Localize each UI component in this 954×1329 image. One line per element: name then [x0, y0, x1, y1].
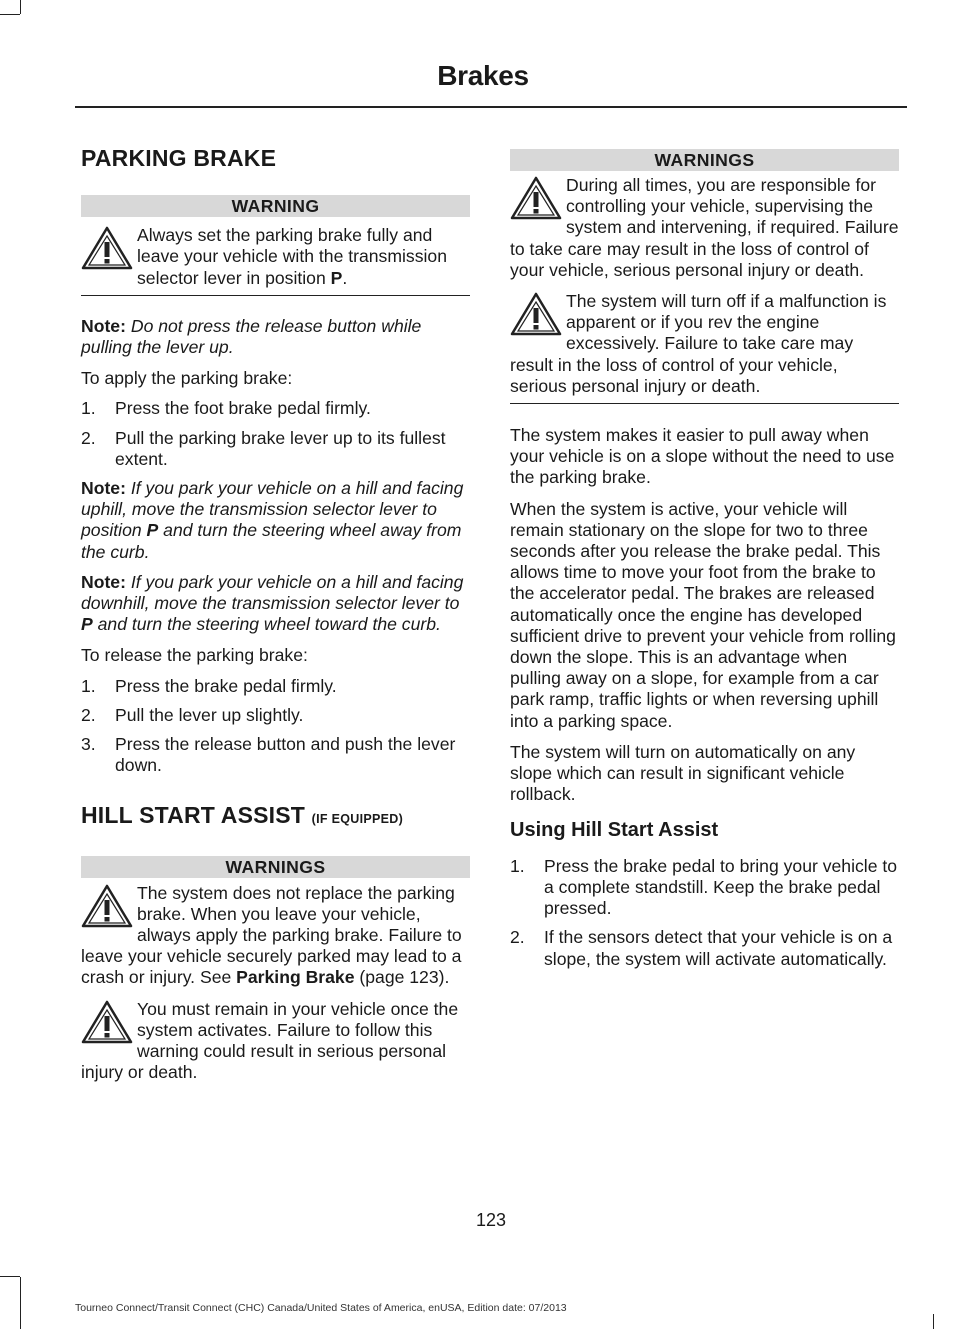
warning-item: [81, 999, 470, 1084]
list-item: 2. If the sensors detect that your vehicle is on a slope, the system will activate automatically.: [510, 927, 893, 969]
warning-triangle-icon: [81, 884, 133, 928]
warning-end-rule: [81, 295, 470, 296]
crop-mark: [0, 1276, 20, 1277]
right-column: [510, 140, 899, 970]
warning-text: The system does not replace the parking brake. When you leave your vehicle, always apply the parking brake. Failure to leave your vehicle securely parked may lead to a crash or injury. See Parking Brake (page 123).: [81, 882, 462, 988]
warning-bar: WARNING: [81, 195, 470, 217]
page-title: Brakes: [437, 60, 529, 91]
warning-bar: WARNINGS: [510, 149, 899, 171]
note: Note: If you park your vehicle on a hill and facing downhill, move the transmission selector lever to P and turn the steering wheel toward the curb.: [81, 571, 464, 635]
paragraph: The system will turn on automatically on any slope which can result in significant vehicle rollback.: [510, 741, 856, 805]
crop-mark: [20, 1277, 21, 1329]
warning-item: [81, 883, 470, 989]
crop-mark: [20, 0, 21, 14]
if-equipped-label: (IF EQUIPPED): [311, 812, 404, 827]
using-steps: [510, 856, 899, 970]
list-item: 2. Pull the lever up slightly.: [81, 704, 304, 725]
list-item: 1. Press the brake pedal to bring your vehicle to a complete standstill. Keep the brake pedal pressed.: [510, 855, 898, 919]
warning-triangle-icon: [510, 176, 562, 220]
paragraph: The system makes it easier to pull away when your vehicle is on a slope without the need to use the parking brake.: [510, 425, 895, 488]
warning-triangle-icon: [81, 226, 133, 270]
apply-intro: To apply the parking brake:: [81, 368, 293, 389]
header-divider: [75, 106, 907, 108]
warning-text: During all times, you are responsible for controlling your vehicle, supervising the system and intervening, if required. Failure to take care may result in the loss of control of your vehicle, serious personal injury or death.: [510, 175, 899, 280]
warning-triangle-icon: [81, 1000, 133, 1044]
warning-text: You must remain in your vehicle once the system activates. Failure to follow this warning could result in serious personal injury or death.: [81, 998, 459, 1083]
subsection-title-using-hill-start-assist: Using Hill Start Assist: [510, 819, 719, 842]
warning-text: The system will turn off if a malfunction is apparent or if you rev the engine excessively. Failure to take care may result in the loss of control of your vehicle, serious personal injury or death.: [510, 291, 887, 396]
warning-item: [510, 291, 899, 397]
paragraph: When the system is active, your vehicle will remain stationary on the slope for two to three seconds after you release the brake pedal. This allows time to move your foot from the brake to the accelerator pedal. The brakes are released automatically once the engine has developed sufficient drive to prevent your vehicle from rolling down the slope. This is an advantage when pulling away on a slope, for example from a car park ramp, traffic lights or when reversing uphill into a parking space.: [510, 498, 896, 731]
warning-item: [81, 225, 470, 289]
section-title-hill-start-assist: HILL START ASSIST (IF EQUIPPED): [81, 802, 404, 829]
warning-item: [510, 175, 899, 281]
warning-end-rule: [510, 403, 899, 404]
page-number: 123: [475, 1210, 507, 1230]
section-title-parking-brake: PARKING BRAKE: [81, 145, 277, 171]
parking-brake-link[interactable]: Parking Brake: [236, 967, 355, 988]
note: Note: Do not press the release button while pulling the lever up.: [81, 315, 422, 358]
warning-bar: WARNINGS: [81, 856, 470, 878]
crop-mark: [933, 1314, 934, 1329]
warning-text: Always set the parking brake fully and leave your vehicle with the transmission selector lever in position P.: [137, 225, 447, 288]
list-item: 1. Press the brake pedal firmly.: [81, 675, 337, 696]
list-item: 1. Press the foot brake pedal firmly.: [81, 398, 371, 419]
crop-mark: [0, 14, 20, 15]
apply-steps: [81, 398, 470, 470]
warning-triangle-icon: [510, 292, 562, 336]
release-intro: To release the parking brake:: [81, 645, 308, 666]
left-column: [81, 140, 470, 1084]
note: Note: If you park your vehicle on a hill and facing uphill, move the transmission selector lever to position P and turn the steering wheel away from the curb.: [81, 478, 464, 562]
footer-text: Tourneo Connect/Transit Connect (CHC) Canada/United States of America, enUSA, Edition date: 07/2013: [75, 1302, 567, 1314]
list-item: 3. Press the release button and push the lever down.: [81, 734, 456, 776]
release-steps: [81, 676, 470, 777]
list-item: 2. Pull the parking brake lever up to its fullest extent.: [81, 427, 446, 469]
